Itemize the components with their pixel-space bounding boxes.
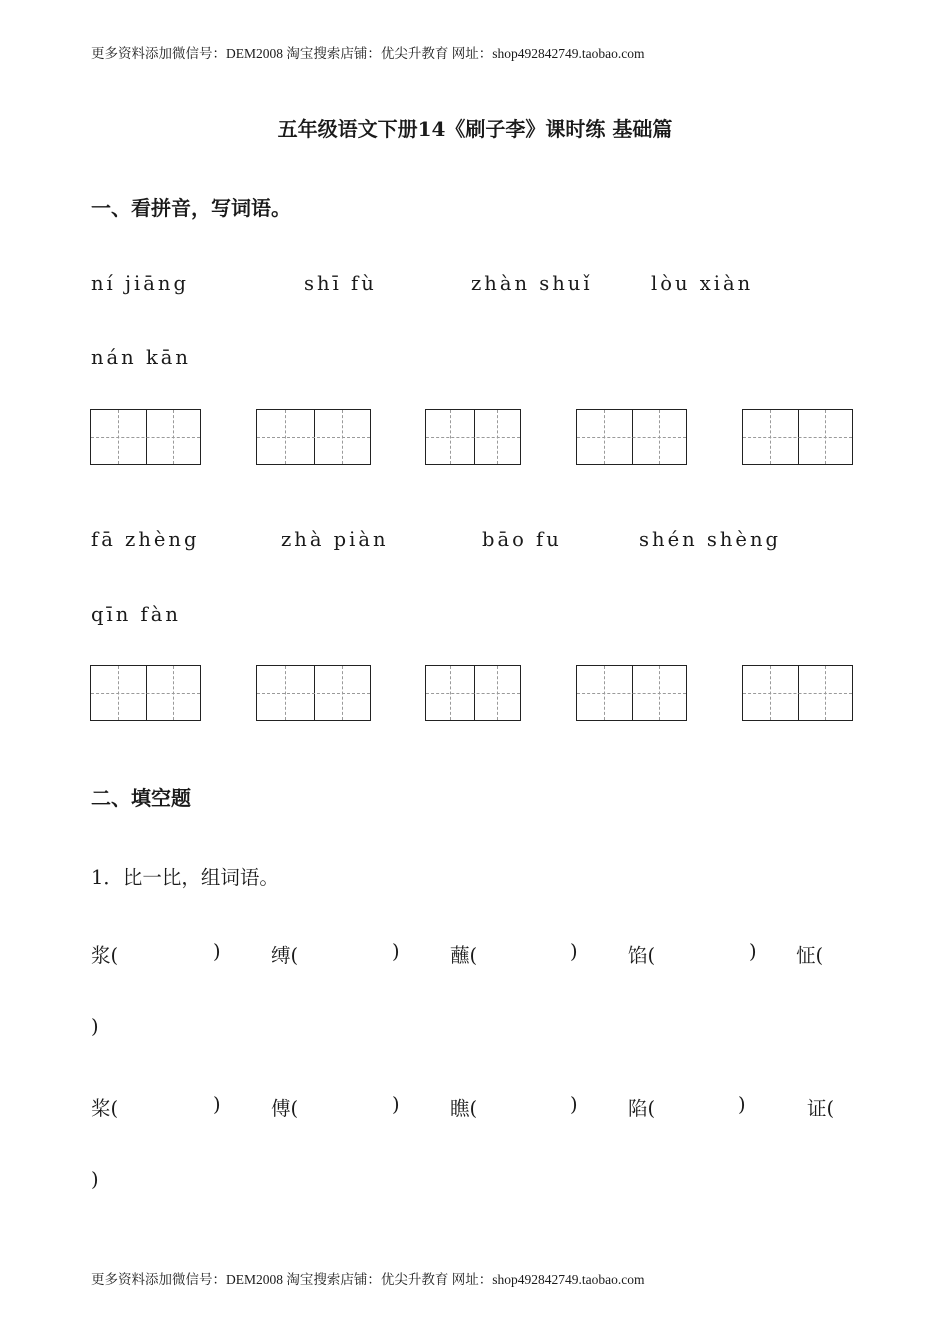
writing-box-9[interactable]	[576, 665, 687, 721]
pinyin-5: nán kān	[91, 346, 191, 369]
word-group-a-2: 缚(	[271, 944, 299, 967]
pinyin-7: zhà piàn	[281, 528, 389, 551]
word-group-b-3-close: )	[570, 1093, 578, 1116]
word-group-a-1: 浆(	[91, 944, 119, 967]
writing-box-3[interactable]	[425, 409, 521, 465]
section-1-heading: 一、看拼音，写词语。	[91, 196, 291, 220]
word-group-b-1-close: )	[213, 1093, 221, 1116]
writing-box-8[interactable]	[425, 665, 521, 721]
pinyin-9: shén shèng	[639, 528, 782, 551]
page-title: 五年级语文下册14《刷子李》课时练 基础篇	[277, 117, 673, 141]
word-group-b-4-close: )	[738, 1093, 746, 1116]
word-group-a-4: 馅(	[628, 944, 656, 967]
word-group-b-2-close: )	[392, 1093, 400, 1116]
word-group-a-2-close: )	[392, 940, 400, 963]
word-group-a-5: 怔(	[796, 944, 824, 967]
word-group-b-5: 证(	[807, 1097, 835, 1120]
word-group-a-3-close: )	[570, 940, 578, 963]
word-group-a-3: 蘸(	[450, 944, 478, 967]
pinyin-8: bāo fu	[482, 528, 562, 551]
writing-box-1[interactable]	[90, 409, 201, 465]
word-group-b-4: 陷(	[628, 1097, 656, 1120]
pinyin-2: shī fù	[304, 272, 377, 295]
word-group-b-2: 傅(	[271, 1097, 299, 1120]
writing-box-7[interactable]	[256, 665, 371, 721]
pinyin-10: qīn fàn	[91, 603, 181, 626]
word-group-b-3: 瞧(	[450, 1097, 478, 1120]
word-group-b-5-close: )	[91, 1168, 99, 1191]
writing-box-4[interactable]	[576, 409, 687, 465]
writing-box-5[interactable]	[742, 409, 853, 465]
word-group-a-5-close: )	[91, 1015, 99, 1038]
pinyin-4: lòu xiàn	[651, 272, 754, 295]
writing-box-6[interactable]	[90, 665, 201, 721]
question-1: 1．比一比，组词语。	[91, 866, 279, 889]
word-group-b-1: 桨(	[91, 1097, 119, 1120]
pinyin-1: ní jiāng	[91, 272, 189, 295]
writing-box-10[interactable]	[742, 665, 853, 721]
page-footer: 更多资料添加微信号：DEM2008 淘宝搜索店铺：优尖升教育 网址：shop492842749.taobao.com	[91, 1272, 645, 1287]
pinyin-6: fā zhèng	[91, 528, 200, 551]
section-2-heading: 二、填空题	[91, 786, 191, 810]
pinyin-3: zhàn shuǐ	[471, 272, 593, 295]
page-header: 更多资料添加微信号：DEM2008 淘宝搜索店铺：优尖升教育 网址：shop492842749.taobao.com	[91, 46, 645, 61]
word-group-a-4-close: )	[749, 940, 757, 963]
word-group-a-1-close: )	[213, 940, 221, 963]
writing-box-2[interactable]	[256, 409, 371, 465]
